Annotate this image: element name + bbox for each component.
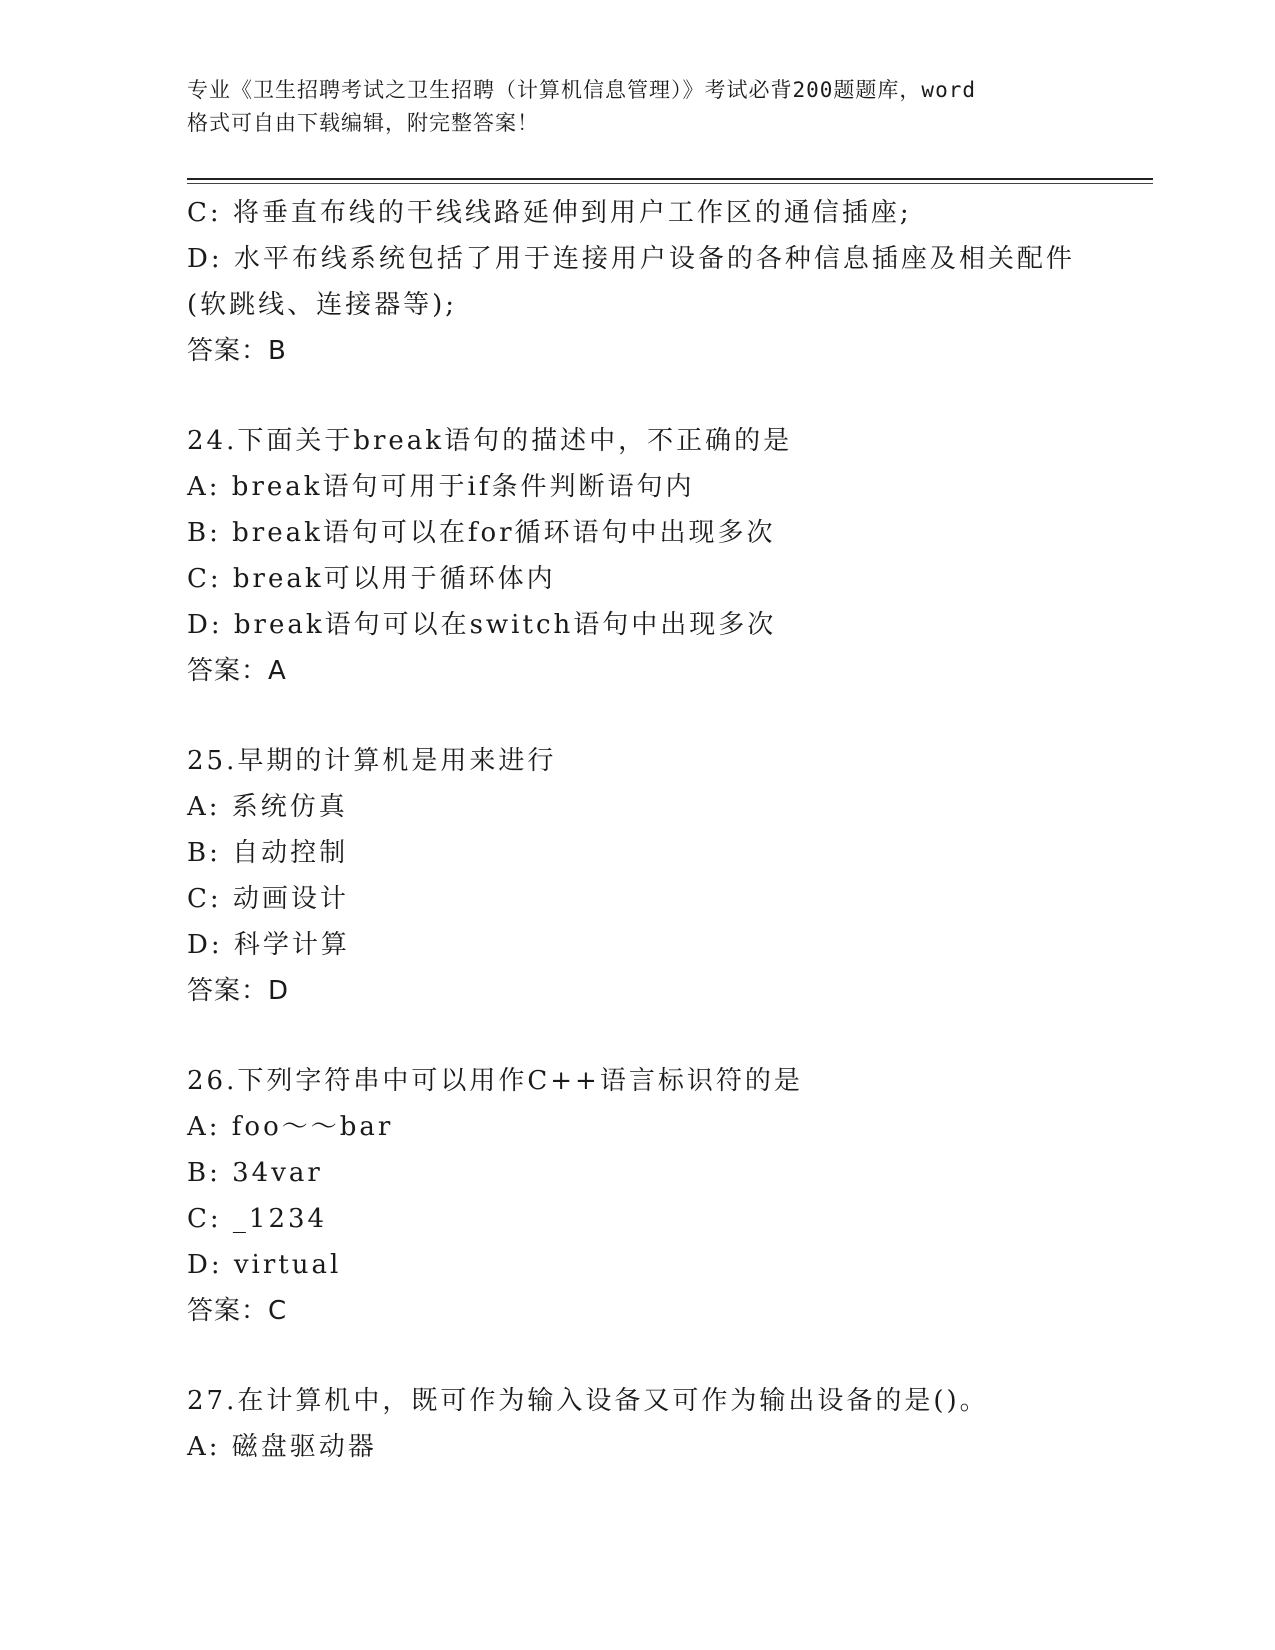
spacer	[187, 694, 1147, 738]
document-header	[187, 74, 1087, 140]
question-23-tail	[187, 190, 1147, 374]
question-stem: 25.早期的计算机是用来进行	[187, 746, 557, 776]
spacer	[187, 1014, 1147, 1058]
option-c: C: _1234	[187, 1204, 328, 1234]
option-a: A: break语句可用于if条件判断语句内	[187, 472, 695, 502]
option-d: D: 科学计算	[187, 930, 350, 960]
option-a: A: 系统仿真	[187, 792, 348, 822]
question-stem: 24.下面关于break语句的描述中，不正确的是	[187, 426, 793, 456]
option-b: B: break语句可以在for循环语句中出现多次	[187, 518, 776, 548]
spacer	[187, 374, 1147, 418]
answer-line: 答案：B	[187, 336, 287, 366]
option-d: D: virtual	[187, 1250, 342, 1280]
answer-line: 答案：C	[187, 1296, 288, 1326]
answer-line: 答案：D	[187, 976, 290, 1006]
option-d: D: 水平布线系统包括了用于连接用户设备的各种信息插座及相关配件	[187, 244, 1075, 274]
option-d-continuation: (软跳线、连接器等);	[187, 290, 458, 320]
question-24	[187, 418, 1147, 694]
question-25	[187, 738, 1147, 1014]
question-list	[187, 190, 1147, 1470]
option-c: C: 将垂直布线的干线线路延伸到用户工作区的通信插座;	[187, 198, 912, 228]
option-c: C: 动画设计	[187, 884, 349, 914]
question-26	[187, 1058, 1147, 1334]
answer-line: 答案：A	[187, 656, 287, 686]
option-b: B: 自动控制	[187, 838, 349, 868]
question-stem: 27.在计算机中，既可作为输入设备又可作为输出设备的是()。	[187, 1386, 989, 1416]
question-27	[187, 1378, 1147, 1470]
spacer	[187, 1334, 1147, 1378]
header-title-line-1: 专业《卫生招聘考试之卫生招聘（计算机信息管理）》考试必背200题题库，word	[187, 78, 976, 102]
option-a: A: 磁盘驱动器	[187, 1432, 377, 1462]
option-b: B: 34var	[187, 1158, 323, 1188]
header-title-line-2: 格式可自由下载编辑，附完整答案！	[187, 111, 539, 135]
question-stem: 26.下列字符串中可以用作C++语言标识符的是	[187, 1066, 803, 1096]
header-divider-thick	[187, 178, 1153, 180]
header-divider-thin	[187, 183, 1153, 184]
option-a: A: foo～～bar	[187, 1112, 394, 1142]
option-d: D: break语句可以在switch语句中出现多次	[187, 610, 777, 640]
option-c: C: break可以用于循环体内	[187, 564, 556, 594]
